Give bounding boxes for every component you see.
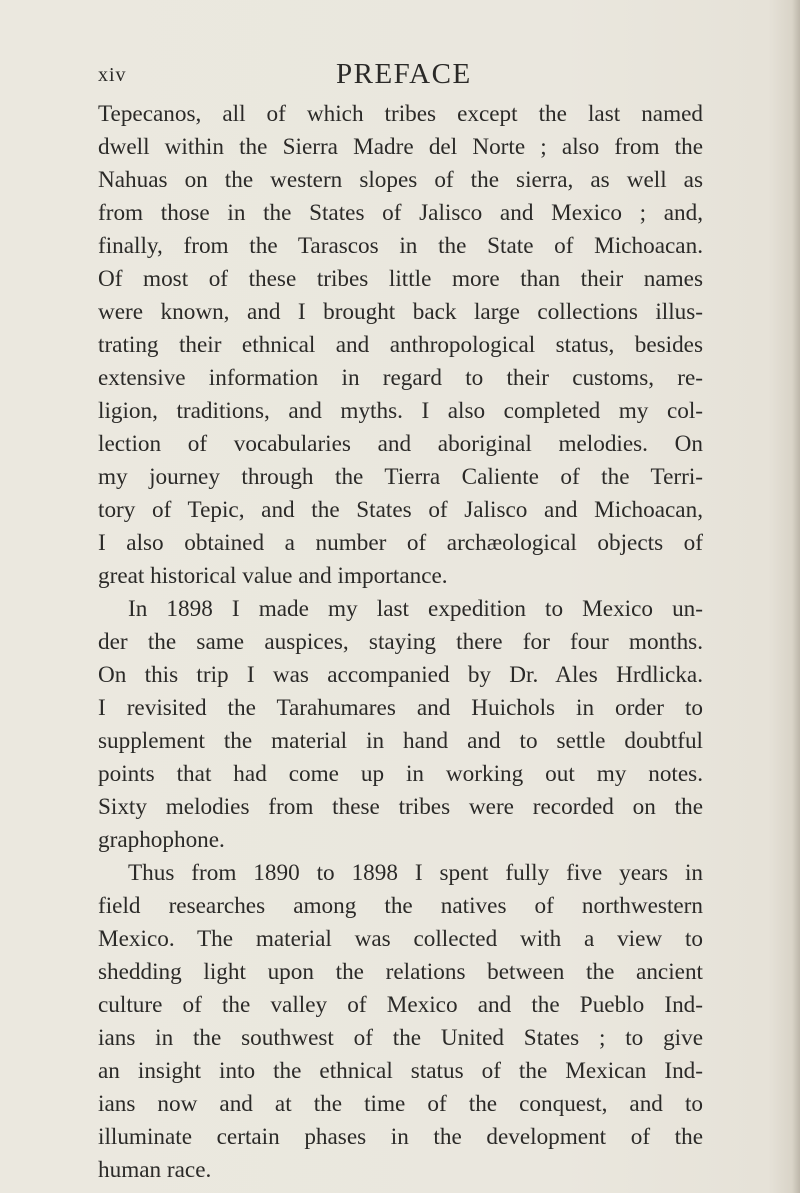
text-line: tory of Tepic, and the States of Jalisco and Michoacan, <box>98 497 703 523</box>
text-line: illuminate certain phases in the development of the <box>98 1124 703 1150</box>
text-line: culture of the valley of Mexico and the Pueblo Ind- <box>98 992 703 1018</box>
text-line: lection of vocabularies and aboriginal melodies. On <box>98 431 703 457</box>
running-head: PREFACE <box>336 58 472 90</box>
text-line: points that had come up in working out my notes. <box>98 761 703 787</box>
page-number: xiv <box>98 64 127 86</box>
text-line: Nahuas on the western slopes of the sierra, as well as <box>98 167 703 193</box>
text-line: On this trip I was accompanied by Dr. Ales Hrdlicka. <box>98 662 703 688</box>
text-line: field researches among the natives of northwestern <box>98 893 703 919</box>
text-line: supplement the material in hand and to settle doubtful <box>98 728 703 754</box>
text-line: human race. <box>98 1157 212 1183</box>
text-line: from those in the States of Jalisco and Mexico ; and, <box>98 200 703 226</box>
text-line: finally, from the Tarascos in the State of Michoacan. <box>98 233 703 259</box>
text-line: an insight into the ethnical status of the Mexican Ind- <box>98 1058 703 1084</box>
text-line: ligion, traditions, and myths. I also completed my col- <box>98 398 703 424</box>
text-line: extensive information in regard to their customs, re- <box>98 365 703 391</box>
text-line: ians in the southwest of the United States ; to give <box>98 1025 703 1051</box>
text-line: my journey through the Tierra Caliente of the Terri- <box>98 464 703 490</box>
text-line: trating their ethnical and anthropological status, besides <box>98 332 703 358</box>
text-line: der the same auspices, staying there for four months. <box>98 629 703 655</box>
text-line: I revisited the Tarahumares and Huichols in order to <box>98 695 703 721</box>
text-line: In 1898 I made my last expedition to Mexico un- <box>128 596 703 622</box>
text-line: dwell within the Sierra Madre del Norte ; also from the <box>98 134 703 160</box>
text-line: great historical value and importance. <box>98 563 448 589</box>
text-line: shedding light upon the relations between the ancient <box>98 959 703 985</box>
text-line: ians now and at the time of the conquest, and to <box>98 1091 703 1117</box>
text-line: graphophone. <box>98 827 225 853</box>
preface-body-text <box>98 98 703 1187</box>
text-line: I also obtained a number of archæological objects of <box>98 530 703 556</box>
text-line: Thus from 1890 to 1898 I spent fully five years in <box>128 860 703 886</box>
text-line: were known, and I brought back large collections illus- <box>98 299 703 325</box>
text-line: Sixty melodies from these tribes were recorded on the <box>98 794 703 820</box>
page-header <box>98 58 702 94</box>
text-line: Tepecanos, all of which tribes except the last named <box>98 101 703 127</box>
text-line: Mexico. The material was collected with a view to <box>98 926 703 952</box>
text-line: Of most of these tribes little more than their names <box>98 266 703 292</box>
